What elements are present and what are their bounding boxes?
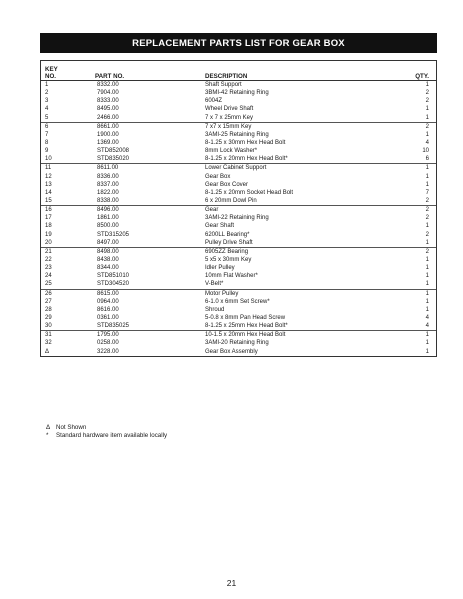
table-row [41,231,436,239]
cell-description: Motor Pulley [205,290,239,297]
cell-description: 8-1.25 x 30mm Hex Head Bolt [205,140,286,147]
table-row [41,306,436,314]
page-title: REPLACEMENT PARTS LIST FOR GEAR BOX [40,33,437,53]
cell-key-no: 31 [45,332,52,339]
table-row [41,114,436,122]
table-body [41,81,436,356]
cell-description: 3AMI-25 Retaining Ring [205,131,269,138]
cell-description: Gear [205,207,219,214]
cell-key-no: Δ [45,348,50,355]
cell-description: Gear Shaft [205,223,235,230]
table-row [41,264,436,272]
cell-description: Shroud [205,306,225,313]
cell-part-no: 8338.00 [97,198,119,205]
table-row [41,105,436,113]
cell-part-no: 1900.00 [97,131,119,138]
table-row [41,131,436,139]
cell-qty: 1 [425,257,429,264]
cell-qty: 4 [425,323,429,330]
cell-qty: 1 [425,290,429,297]
table-row [41,239,436,247]
cell-part-no: STD852008 [97,148,130,155]
table-row [41,189,436,197]
table-row [41,139,436,147]
footnote-text: Not Shown [56,424,87,431]
cell-description: 6004Z [205,98,223,105]
cell-qty: 1 [425,223,429,230]
cell-part-no: 8344.00 [97,265,119,272]
table-row [41,181,436,189]
table-row [41,155,436,163]
cell-description: Gear Box [205,173,231,180]
table-row [41,197,436,205]
cell-description: 3AMI-22 Retaining Ring [205,215,269,222]
cell-qty: 4 [425,140,429,147]
header-key-line1: KEY [45,66,58,73]
cell-key-no: 11 [45,165,52,172]
cell-qty: 1 [425,265,429,272]
cell-qty: 2 [425,207,429,214]
cell-description: 6 x 20mm Dowl Pin [205,198,257,205]
cell-description: 7 x7 x 15mm Key [205,123,252,130]
cell-qty: 1 [425,165,429,172]
cell-part-no: 3228.00 [97,348,119,355]
footnote-not-shown [46,424,167,432]
cell-qty: 10 [422,148,429,155]
cell-part-no: 8500.00 [97,223,119,230]
header-key-no [41,66,73,80]
parts-table [40,60,437,357]
cell-key-no: 12 [45,173,52,180]
table-row [41,222,436,230]
footnote-symbol: * [46,432,49,439]
cell-part-no: 8498.00 [97,248,119,255]
cell-part-no: 8661.00 [97,123,119,130]
header-key-line2: NO. [45,73,57,80]
table-row [41,247,436,256]
cell-key-no: 18 [45,223,52,230]
cell-part-no: 8496.00 [97,207,119,214]
cell-key-no: 3 [45,98,49,105]
cell-key-no: 5 [45,114,49,121]
cell-key-no: 4 [45,106,49,113]
cell-qty: 1 [425,340,429,347]
cell-key-no: 15 [45,198,52,205]
cell-qty: 1 [425,306,429,313]
cell-qty: 1 [425,298,429,305]
cell-part-no: 7904.00 [97,90,119,97]
cell-key-no: 30 [45,323,52,330]
cell-description: 8-1.25 x 25mm Hex Head Bolt* [205,323,288,330]
cell-part-no: STD304520 [97,281,130,288]
cell-part-no: 8337.00 [97,181,119,188]
cell-key-no: 23 [45,265,52,272]
cell-key-no: 14 [45,189,52,196]
table-row [41,173,436,181]
cell-part-no: 8332.00 [97,82,119,89]
cell-qty: 7 [425,189,429,196]
cell-key-no: 10 [45,156,52,163]
cell-description: 7 x 7 x 25mm Key [205,114,254,121]
table-row [41,289,436,298]
cell-key-no: 7 [45,131,49,138]
cell-part-no: 8495.00 [97,106,119,113]
cell-qty: 1 [425,332,429,339]
cell-description: 8-1.25 x 20mm Hex Head Bolt* [205,156,288,163]
cell-qty: 1 [425,131,429,138]
cell-part-no: 8336.00 [97,173,119,180]
cell-key-no: 17 [45,215,52,222]
cell-description: 6-1.0 x 6mm Set Screw* [205,298,270,305]
cell-key-no: 32 [45,340,52,347]
cell-part-no: STD315205 [97,231,130,238]
cell-key-no: 28 [45,306,52,313]
table-row [41,256,436,264]
cell-key-no: 8 [45,140,49,147]
cell-description: 8mm Lock Washer* [205,148,258,155]
cell-part-no: STD851010 [97,273,130,280]
table-row [41,298,436,306]
cell-qty: 1 [425,273,429,280]
cell-description: 5 x5 x 30mm Key [205,257,252,264]
table-row [41,163,436,172]
cell-qty: 2 [425,98,429,105]
cell-description: Lower Cabinet Support [205,165,267,172]
table-row [41,339,436,347]
cell-description: Shaft Support [205,82,242,89]
cell-description: Gear Box Assembly [205,348,258,355]
cell-qty: 2 [425,90,429,97]
cell-key-no: 13 [45,181,52,188]
cell-description: 6905ZZ Bearing [205,248,249,255]
cell-key-no: 20 [45,239,52,246]
table-row [41,205,436,214]
cell-key-no: 9 [45,148,49,155]
page-number: 21 [226,578,237,588]
cell-part-no: 1369.00 [97,140,119,147]
cell-key-no: 16 [45,207,52,214]
table-row [41,97,436,105]
cell-qty: 1 [425,114,429,121]
cell-description: V-Belt* [205,281,224,288]
cell-qty: 1 [425,239,429,246]
table-row [41,122,436,131]
cell-description: Wheel Drive Shaft [205,106,254,113]
cell-part-no: 1822.00 [97,189,119,196]
cell-description: 6200LL Bearing* [205,231,250,238]
table-row [41,280,436,288]
cell-qty: 1 [425,181,429,188]
cell-key-no: 25 [45,281,52,288]
cell-part-no: 8333.00 [97,98,119,105]
table-row [41,348,436,356]
cell-part-no: 8611.00 [97,165,119,172]
header-qty: QTY. [415,73,429,80]
cell-part-no: 8438.00 [97,257,119,264]
cell-description: Pulley Drive Shaft [205,239,253,246]
cell-part-no: 0964.00 [97,298,119,305]
table-row [41,272,436,280]
cell-part-no: 8497.00 [97,239,119,246]
cell-part-no: 2466.00 [97,114,119,121]
table-row [41,330,436,339]
cell-qty: 2 [425,198,429,205]
cell-part-no: 8616.00 [97,306,119,313]
cell-part-no: 1861.00 [97,215,119,222]
cell-description: 10-1.5 x 20mm Hex Head Bolt [205,332,286,339]
cell-description: 3AMI-20 Retaining Ring [205,340,269,347]
cell-part-no: 1795.00 [97,332,119,339]
cell-qty: 4 [425,315,429,321]
cell-qty: 1 [425,281,429,288]
cell-part-no: STD835020 [97,156,130,163]
cell-description: 5-0.8 x 8mm Pan Head Screw [205,315,286,321]
cell-part-no: 0258.00 [97,340,119,347]
table-header [41,61,436,81]
cell-part-no: 8615.00 [97,290,119,297]
cell-key-no: 1 [45,82,49,89]
cell-key-no: 26 [45,290,52,297]
cell-qty: 2 [425,123,429,130]
cell-qty: 1 [425,82,429,89]
footnote-text: Standard hardware item available locally [56,432,168,439]
header-description: DESCRIPTION [205,73,248,80]
table-row [41,322,436,330]
header-part-no: PART NO. [95,73,125,80]
cell-key-no: 21 [45,248,52,255]
cell-qty: 1 [425,106,429,113]
cell-key-no: 22 [45,257,52,264]
footnote-standard-hardware [46,432,167,440]
cell-qty: 2 [425,231,429,238]
cell-key-no: 6 [45,123,49,130]
table-row [41,89,436,97]
table-row [41,314,436,322]
cell-qty: 1 [425,173,429,180]
cell-part-no: 0361.00 [97,315,119,321]
cell-description: 8-1.25 x 20mm Socket Head Bolt [205,189,294,196]
footnotes [46,424,167,440]
table-row [41,147,436,155]
cell-qty: 2 [425,248,429,255]
cell-key-no: 27 [45,298,52,305]
cell-part-no: STD835025 [97,323,130,330]
cell-description: Gear Box Cover [205,181,249,188]
cell-qty: 2 [425,215,429,222]
cell-qty: 6 [425,156,429,163]
cell-key-no: 29 [45,315,52,321]
cell-description: 3BMI-42 Retaining Ring [205,90,269,97]
cell-key-no: 24 [45,273,52,280]
table-row [41,81,436,89]
cell-description: 10mm Flat Washer* [205,273,258,280]
cell-description: Idler Pulley [205,265,235,272]
cell-key-no: 19 [45,231,52,238]
cell-key-no: 2 [45,90,49,97]
table-row [41,214,436,222]
footnote-symbol: Δ [46,424,51,431]
cell-qty: 1 [425,348,429,355]
